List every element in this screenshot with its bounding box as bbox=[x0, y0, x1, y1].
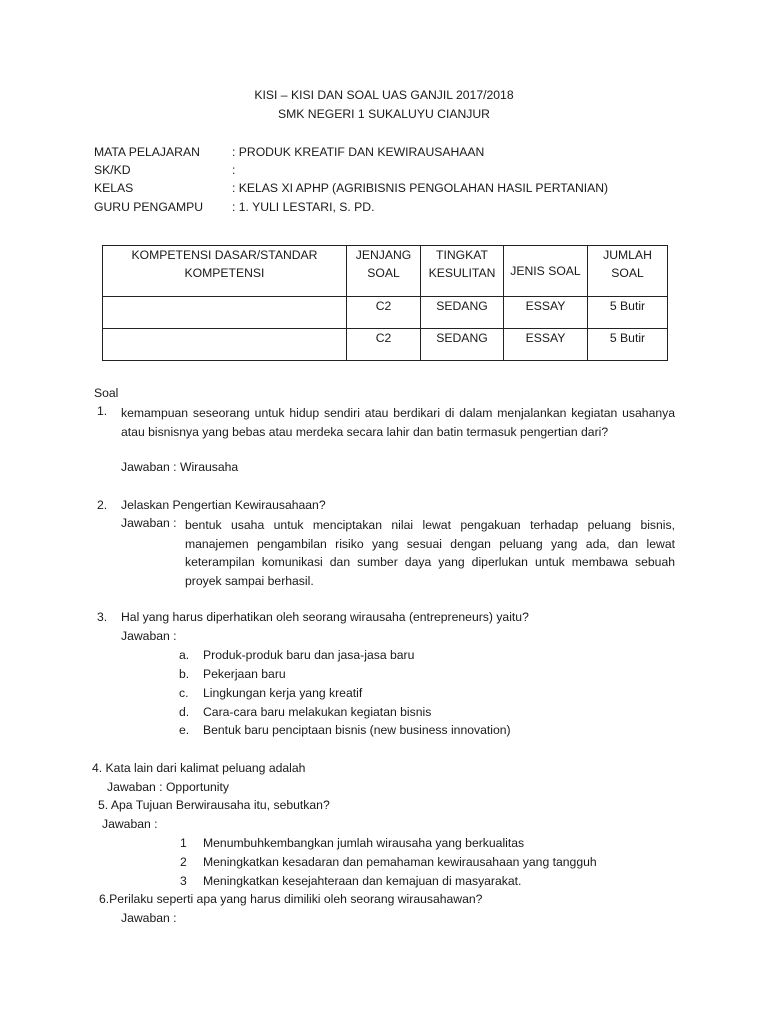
list-item: Bentuk baru penciptaan bisnis (new business innovation) bbox=[203, 723, 511, 737]
info-label-class: KELAS bbox=[94, 181, 134, 195]
info-label-skkd: SK/KD bbox=[94, 163, 131, 177]
table-header-jenis: JENIS SOAL bbox=[504, 246, 588, 297]
table-cell: C2 bbox=[347, 297, 421, 329]
answer-label: Jawaban : bbox=[121, 629, 177, 643]
table-header-row bbox=[103, 246, 668, 297]
list-marker: d. bbox=[179, 705, 190, 719]
table-cell: 5 Butir bbox=[588, 297, 668, 329]
document-title: KISI – KISI DAN SOAL UAS GANJIL 2017/2018 bbox=[254, 88, 514, 102]
question-text: 4. Kata lain dari kalimat peluang adalah bbox=[92, 761, 306, 775]
answer-label: Jawaban : bbox=[102, 817, 158, 831]
question-text: kemampuan seseorang untuk hidup sendiri atau berdikari di dalam menjalankan kegiatan usahanya atau bisnisnya yang bebas atau merdeka secara lahir dan batin termasuk pengertian dari? bbox=[121, 406, 675, 439]
answer-text: Jawaban : Wirausaha bbox=[121, 460, 239, 474]
question-number: 3. bbox=[97, 610, 108, 624]
info-value-skkd: : bbox=[232, 163, 236, 177]
table-cell bbox=[103, 297, 347, 329]
list-item: Lingkungan kerja yang kreatif bbox=[203, 686, 363, 700]
table-cell bbox=[103, 329, 347, 361]
list-item: Cara-cara baru melakukan kegiatan bisnis bbox=[203, 705, 432, 719]
question-number: 1. bbox=[97, 404, 108, 418]
question-text: 5. Apa Tujuan Berwirausaha itu, sebutkan? bbox=[98, 798, 330, 812]
answer-text: Jawaban : Opportunity bbox=[107, 780, 229, 794]
school-name: SMK NEGERI 1 SUKALUYU CIANJUR bbox=[278, 107, 490, 121]
info-value-class: : KELAS XI APHP (AGRIBISNIS PENGOLAHAN HASIL PERTANIAN) bbox=[232, 181, 609, 195]
table-row bbox=[103, 329, 668, 361]
list-item: Meningkatkan kesejahteraan dan kemajuan di masyarakat. bbox=[203, 874, 522, 888]
list-marker: e. bbox=[179, 723, 190, 737]
list-item: Produk-produk baru dan jasa-jasa baru bbox=[203, 648, 415, 662]
info-value-subject: : PRODUK KREATIF DAN KEWIRAUSAHAAN bbox=[232, 145, 485, 159]
table-cell: ESSAY bbox=[504, 329, 588, 361]
soal-heading: Soal bbox=[94, 386, 119, 400]
table-cell: SEDANG bbox=[421, 329, 504, 361]
table-header-jumlah: JUMLAH SOAL bbox=[588, 246, 668, 297]
kisi-table bbox=[102, 245, 668, 361]
list-marker: c. bbox=[179, 686, 189, 700]
list-marker: 1 bbox=[180, 836, 187, 850]
question-text: 6.Perilaku seperti apa yang harus dimiliki oleh seorang wirausahawan? bbox=[99, 892, 483, 906]
table-header-tingkat: TINGKAT KESULITAN bbox=[421, 246, 504, 297]
list-marker: a. bbox=[179, 648, 190, 662]
table-cell: ESSAY bbox=[504, 297, 588, 329]
question-text: Jelaskan Pengertian Kewirausahaan? bbox=[121, 498, 326, 512]
list-marker: 2 bbox=[180, 855, 187, 869]
list-item: Meningkatkan kesadaran dan pemahaman kewirausahaan yang tangguh bbox=[203, 855, 597, 869]
table-cell: 5 Butir bbox=[588, 329, 668, 361]
list-marker: 3 bbox=[180, 874, 187, 888]
table-row bbox=[103, 297, 668, 329]
table-cell: C2 bbox=[347, 329, 421, 361]
info-label-teacher: GURU PENGAMPU bbox=[94, 200, 204, 214]
answer-label: Jawaban : bbox=[121, 516, 177, 530]
answer-label: Jawaban : bbox=[121, 911, 177, 925]
list-item: Menumbuhkembangkan jumlah wirausaha yang berkualitas bbox=[203, 836, 525, 850]
table-header-jenjang: JENJANG SOAL bbox=[347, 246, 421, 297]
table-header-kd: KOMPETENSI DASAR/STANDAR KOMPETENSI bbox=[103, 246, 347, 297]
question-number: 2. bbox=[97, 498, 108, 512]
answer-text: bentuk usaha untuk menciptakan nilai lewat pengakuan terhadap peluang bisnis, manajemen pengambilan risiko yang sesuai dengan peluang yang ada, dan lewat keterampilan komunikasi dan sumber daya yang diperlukan untuk membawa sebuah proyek sampai berhasil. bbox=[185, 518, 675, 588]
question-text: Hal yang harus diperhatikan oleh seorang wirausaha (entrepreneurs) yaitu? bbox=[121, 610, 529, 624]
info-label-subject: MATA PELAJARAN bbox=[94, 145, 200, 159]
list-marker: b. bbox=[179, 667, 190, 681]
list-item: Pekerjaan baru bbox=[203, 667, 286, 681]
info-value-teacher: : 1. YULI LESTARI, S. PD. bbox=[232, 200, 375, 214]
table-cell: SEDANG bbox=[421, 297, 504, 329]
